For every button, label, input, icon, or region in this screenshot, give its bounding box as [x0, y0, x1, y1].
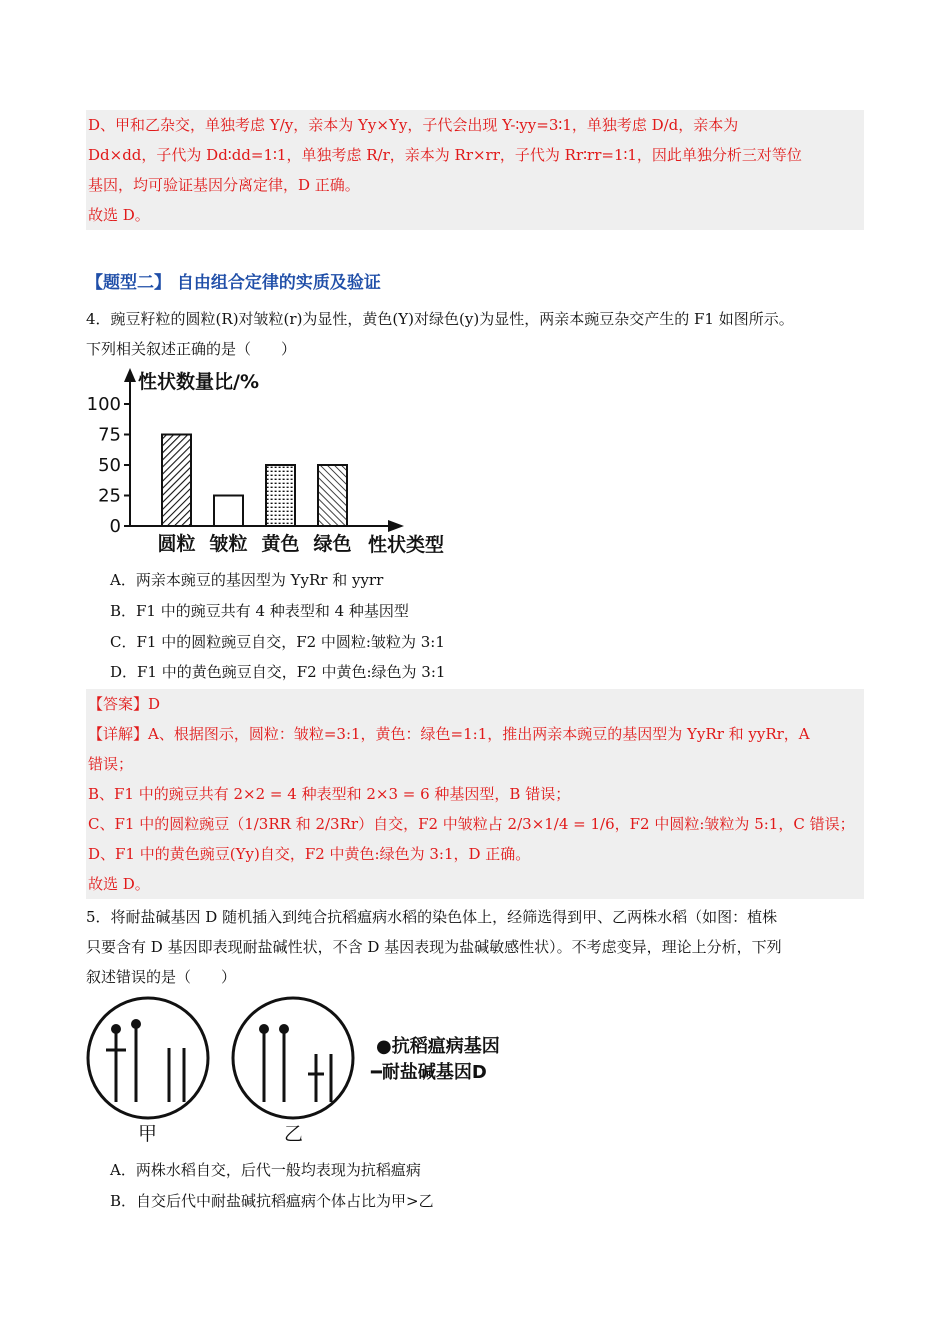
q4-stem-line2: 下列相关叙述正确的是（ ）	[86, 340, 297, 358]
q4-option-d: D．F1 中的黄色豌豆自交，F2 中黄色:绿色为 3:1	[110, 663, 446, 681]
answer-line: Dd×dd，子代为 Dd∶dd=1∶1，单独考虑 R/r，亲本为 Rr×rr，子代为 Rr∶rr=1∶1，因此单独分析三对等位	[88, 146, 802, 164]
x-category-label: 黄色	[261, 533, 300, 555]
answer-line: 故选 D。	[88, 206, 150, 224]
disease-resist-gene-dot	[111, 1024, 121, 1034]
bar-0	[162, 435, 191, 527]
q5-stem-line1: 5．将耐盐碱基因 D 随机插入到纯合抗稻瘟病水稻的染色体上，经筛选得到甲、乙两株水稻（如图：植株	[86, 908, 778, 926]
answer-label: 【答案】D	[88, 695, 161, 713]
answer-line: D、F1 中的黄色豌豆(Yy)自交，F2 中黄色:绿色为 3:1，D 正确。	[88, 845, 531, 863]
y-tick-label: 50	[98, 455, 121, 476]
x-category-label: 绿色	[313, 533, 352, 555]
x-axis-label: 性状类型	[368, 534, 445, 556]
y-tick-label: 25	[98, 485, 121, 507]
q5-stem-line2: 只要含有 D 基因即表现耐盐碱性状，不含 D 基因表现为盐碱敏感性状）。不考虑变异，理论上分析，下列	[86, 938, 782, 956]
q4-option-a: A．两亲本豌豆的基因型为 YyRr 和 yyrr	[110, 571, 384, 589]
cell-label-jia: 甲	[138, 1123, 158, 1145]
cell-label-yi: 乙	[284, 1123, 304, 1145]
answer-line: 基因，均可验证基因分离定律，D 正确。	[88, 176, 360, 194]
disease-resist-gene-dot	[259, 1024, 269, 1034]
answer-line: B、F1 中的豌豆共有 2×2 = 4 种表型和 2×3 = 6 种基因型，B 错误；	[88, 785, 571, 803]
q5-option-b: B．自交后代中耐盐碱抗稻瘟病个体占比为甲>乙	[110, 1192, 434, 1210]
cell-jia	[88, 998, 208, 1118]
bar-3	[318, 465, 347, 526]
q5-stem-line3: 叙述错误的是（ ）	[86, 968, 237, 986]
answer-line: 错误；	[88, 755, 134, 773]
y-axis-label: 性状数量比/%	[138, 371, 259, 393]
x-axis-arrow	[388, 520, 404, 532]
cell-yi	[233, 998, 353, 1118]
legend-disease-resist: ●抗稻瘟病基因	[376, 1036, 500, 1057]
disease-resist-gene-dot	[279, 1024, 289, 1034]
bar-1	[214, 496, 243, 527]
q5-option-a: A．两株水稻自交，后代一般均表现为抗稻瘟病	[110, 1161, 421, 1179]
answer-line: C、F1 中的圆粒豌豆（1/3RR 和 2/3Rr）自交，F2 中皱粒占 2/3×1/4 = 1/6，F2 中圆粒:皱粒为 5:1，C 错误；	[88, 815, 855, 833]
answer-box-q4	[86, 689, 864, 899]
q4-stem-line1: 4．豌豆籽粒的圆粒(R)对皱粒(r)为显性，黄色(Y)对绿色(y)为显性，两亲本豌豆杂交产生的 F1 如图所示。	[86, 310, 794, 328]
y-tick-label: 0	[109, 516, 121, 537]
section-title: 【题型二】 自由组合定律的实质及验证	[86, 273, 381, 293]
y-tick-label: 100	[86, 394, 121, 415]
q5-chromosome-diagram	[86, 996, 526, 1146]
x-category-label: 圆粒	[157, 533, 196, 555]
q4-bar-chart	[86, 366, 466, 562]
q4-option-b: B．F1 中的豌豆共有 4 种表型和 4 种基因型	[110, 602, 409, 620]
answer-line: D、甲和乙杂交，单独考虑 Y/y，亲本为 Yy×Yy，子代会出现 Y-∶yy=3∶1，单独考虑 D/d，亲本为	[88, 116, 739, 134]
bar-2	[266, 465, 295, 526]
answer-box-q3	[86, 110, 864, 230]
answer-line: 【详解】A、根据图示，圆粒：皱粒=3:1，黄色：绿色=1:1，推出两亲本豌豆的基因型为 YyRr 和 yyRr，A	[88, 725, 810, 743]
legend-salt-tolerance: ━耐盐碱基因D	[371, 1062, 487, 1083]
q4-option-c: C．F1 中的圆粒豌豆自交，F2 中圆粒:皱粒为 3:1	[110, 633, 445, 651]
y-axis-arrow	[124, 368, 136, 382]
x-category-label: 皱粒	[209, 533, 248, 555]
y-tick-label: 75	[98, 424, 121, 446]
disease-resist-gene-dot	[131, 1019, 141, 1029]
answer-line: 故选 D。	[88, 875, 150, 893]
